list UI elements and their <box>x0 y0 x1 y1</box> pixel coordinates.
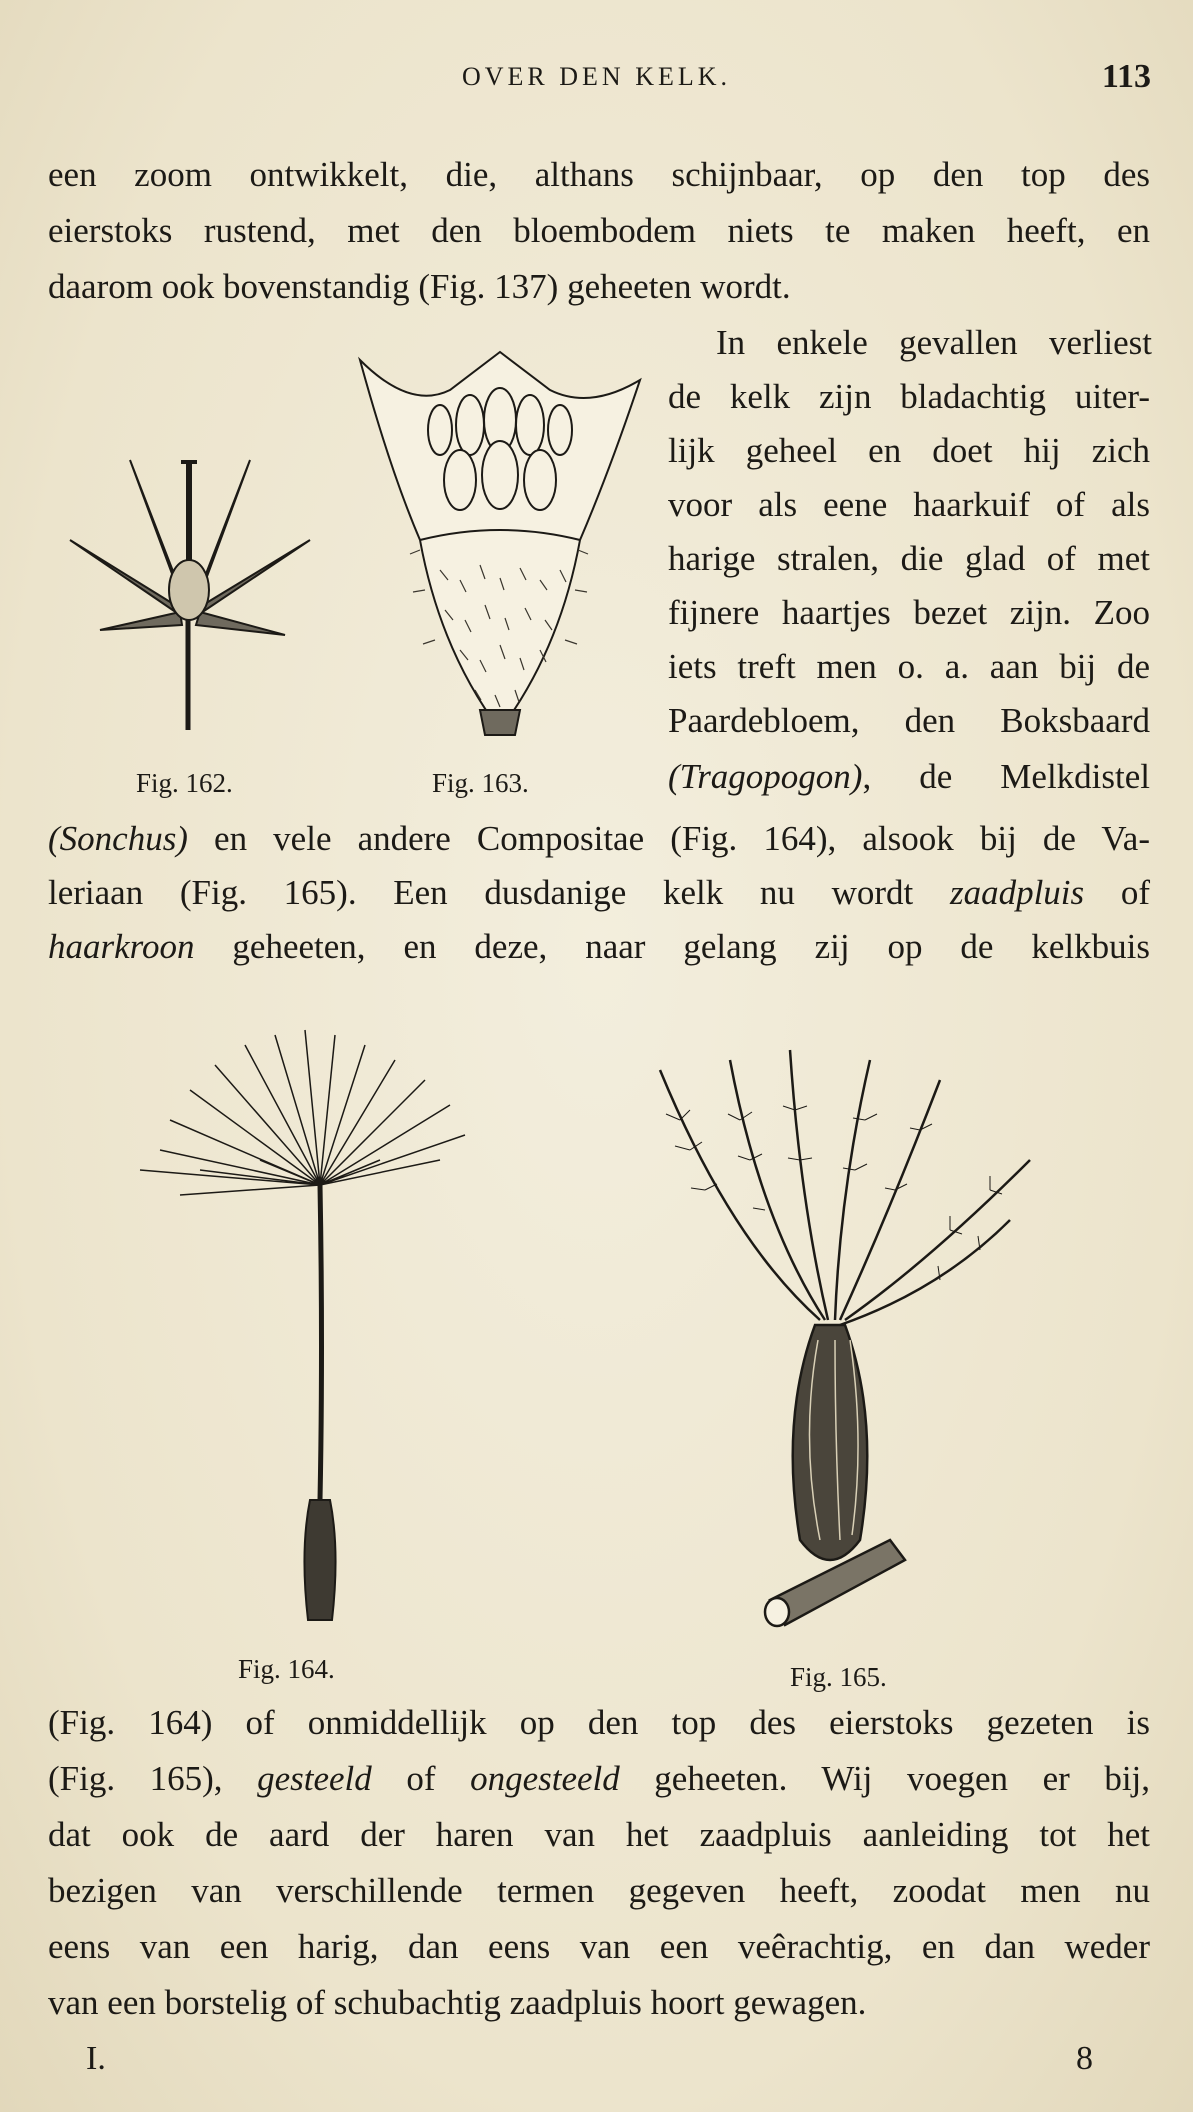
italic-haarkroon: haarkroon <box>48 927 195 966</box>
figure-162-illustration <box>60 440 320 740</box>
body-line: een zoom ontwikkelt, die, althans schijnbaar, op den top des <box>48 155 1150 194</box>
caption-fig164: Fig. 164. <box>238 1654 335 1684</box>
italic-zaadpluis: zaadpluis <box>949 873 1085 912</box>
italic-gesteeld: gesteeld <box>257 1759 372 1798</box>
column-line: In enkele gevallen verliest <box>716 323 1152 362</box>
body-line: eens van een harig, dan eens van een veêrachtig, en dan weder <box>48 1927 1150 1966</box>
figure-163-illustration <box>350 350 650 740</box>
column-line: lijk geheel en doet hij zich <box>668 431 1150 470</box>
column-line <box>668 750 1150 804</box>
page-number: 113 <box>1101 58 1151 95</box>
body-line: dat ook de aard der haren van het zaadpluis aanleiding tot het <box>48 1815 1150 1854</box>
caption-fig162: Fig. 162. <box>136 768 233 798</box>
figure-164-illustration <box>140 1030 470 1630</box>
body-line <box>48 1752 1150 1806</box>
text-run: of <box>1084 873 1150 912</box>
body-line: (Fig. 164) of onmiddellijk op den top des eierstoks gezeten is <box>48 1703 1150 1742</box>
figure-165-illustration <box>640 1040 1040 1640</box>
italic-ongesteeld: ongesteeld <box>470 1759 620 1798</box>
column-line: Paardebloem, den Boksbaard <box>668 701 1150 740</box>
text-run: , de Melkdistel <box>862 757 1150 796</box>
body-line: van een borstelig of schubachtig zaadpluis hoort gewagen. <box>48 1983 867 2022</box>
text-run: of <box>371 1759 471 1798</box>
body-line: bezigen van verschillende termen gegeven heeft, zoodat men nu <box>48 1871 1150 1910</box>
volume-mark: I. <box>86 2040 106 2077</box>
body-line: daarom ook bovenstandig (Fig. 137) geheeten wordt. <box>48 267 791 306</box>
italic-tragopogon: (Tragopogon) <box>668 757 863 796</box>
column-line: harige stralen, die glad of met <box>668 539 1150 578</box>
text-run: geheeten. Wij voegen er bij, <box>619 1759 1151 1798</box>
column-line: voor als eene haarkuif of als <box>668 485 1150 524</box>
body-line: eierstoks rustend, met den bloembodem niets te maken heeft, en <box>48 211 1150 250</box>
column-line: de kelk zijn bladachtig uiter- <box>668 377 1150 416</box>
text-run: en vele andere Compositae (Fig. 164), alsook bij de Va- <box>187 819 1150 858</box>
column-line: fijnere haartjes bezet zijn. Zoo <box>668 593 1150 632</box>
column-line: iets treft men o. a. aan bij de <box>668 647 1150 686</box>
body-line <box>48 812 1150 866</box>
body-line <box>48 920 1150 974</box>
italic-sonchus: (Sonchus) <box>48 819 188 858</box>
running-title: OVER DEN KELK. <box>461 62 732 91</box>
text-run: leriaan (Fig. 165). Een dusdanige kelk nu wordt <box>48 873 950 912</box>
text-run: (Fig. 165), <box>48 1759 258 1798</box>
caption-fig165: Fig. 165. <box>790 1662 887 1692</box>
signature-mark: 8 <box>1076 2040 1093 2077</box>
body-line <box>48 866 1150 920</box>
text-run: geheeten, en deze, naar gelang zij op de kelkbuis <box>194 927 1150 966</box>
caption-fig163: Fig. 163. <box>432 768 529 798</box>
